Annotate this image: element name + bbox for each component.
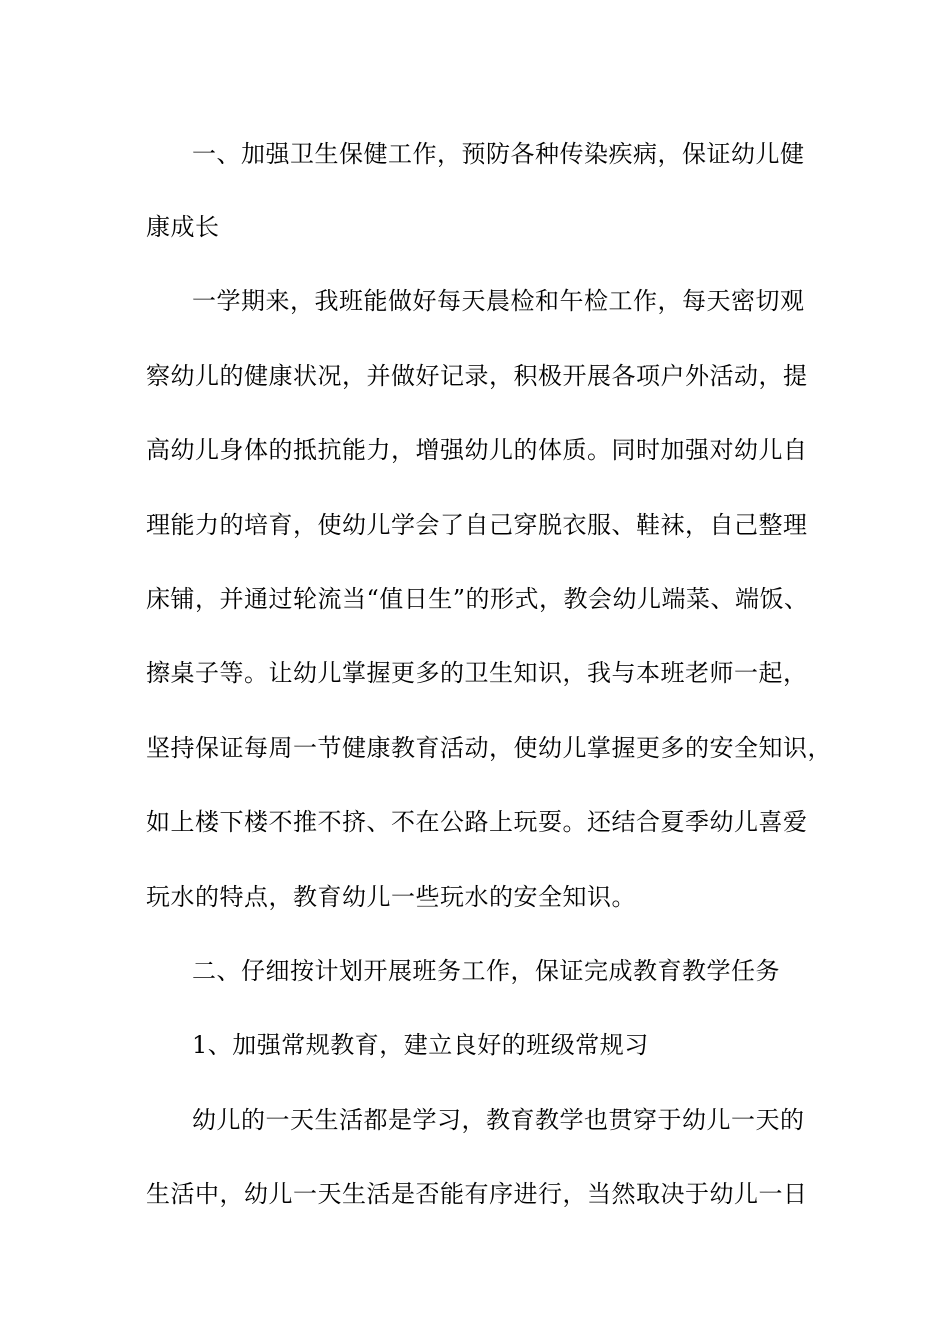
paragraph-line: 玩水的特点，教育幼儿一些玩水的安全知识。 <box>146 883 636 911</box>
paragraph-line: 高幼儿身体的抵抗能力，增强幼儿的体质。同时加强对幼儿自 <box>146 436 808 464</box>
paragraph-line: 察幼儿的健康状况，并做好记录，积极开展各项户外活动，提 <box>146 362 808 390</box>
paragraph-line: 坚持保证每周一节健康教育活动，使幼儿掌握更多的安全知识， <box>146 734 832 762</box>
paragraph-line: 一学期来，我班能做好每天晨检和午检工作，每天密切观 <box>192 287 805 315</box>
heading-section-1: 一、加强卫生保健工作，预防各种传染疾病，保证幼儿健 <box>192 140 805 168</box>
paragraph-line: 如上楼下楼不推不挤、不在公路上玩耍。还结合夏季幼儿喜爱 <box>146 808 808 836</box>
paragraph-line: 床铺，并通过轮流当“值日生”的形式，教会幼儿端菜、端饭、 <box>146 585 809 613</box>
subheading-1: 1、加强常规教育，建立良好的班级常规习 <box>192 1031 649 1059</box>
heading-section-1-continued: 康成长 <box>146 213 220 241</box>
paragraph-line: 擦桌子等。让幼儿掌握更多的卫生知识，我与本班老师一起， <box>146 659 808 687</box>
paragraph-line: 生活中，幼儿一天生活是否能有序进行，当然取决于幼儿一日 <box>146 1180 808 1208</box>
heading-section-2: 二、仔细按计划开展班务工作，保证完成教育教学任务 <box>192 957 780 985</box>
paragraph-line: 理能力的培育，使幼儿学会了自己穿脱衣服、鞋袜，自己整理 <box>146 511 808 539</box>
paragraph-line: 幼儿的一天生活都是学习，教育教学也贯穿于幼儿一天的 <box>192 1106 805 1134</box>
